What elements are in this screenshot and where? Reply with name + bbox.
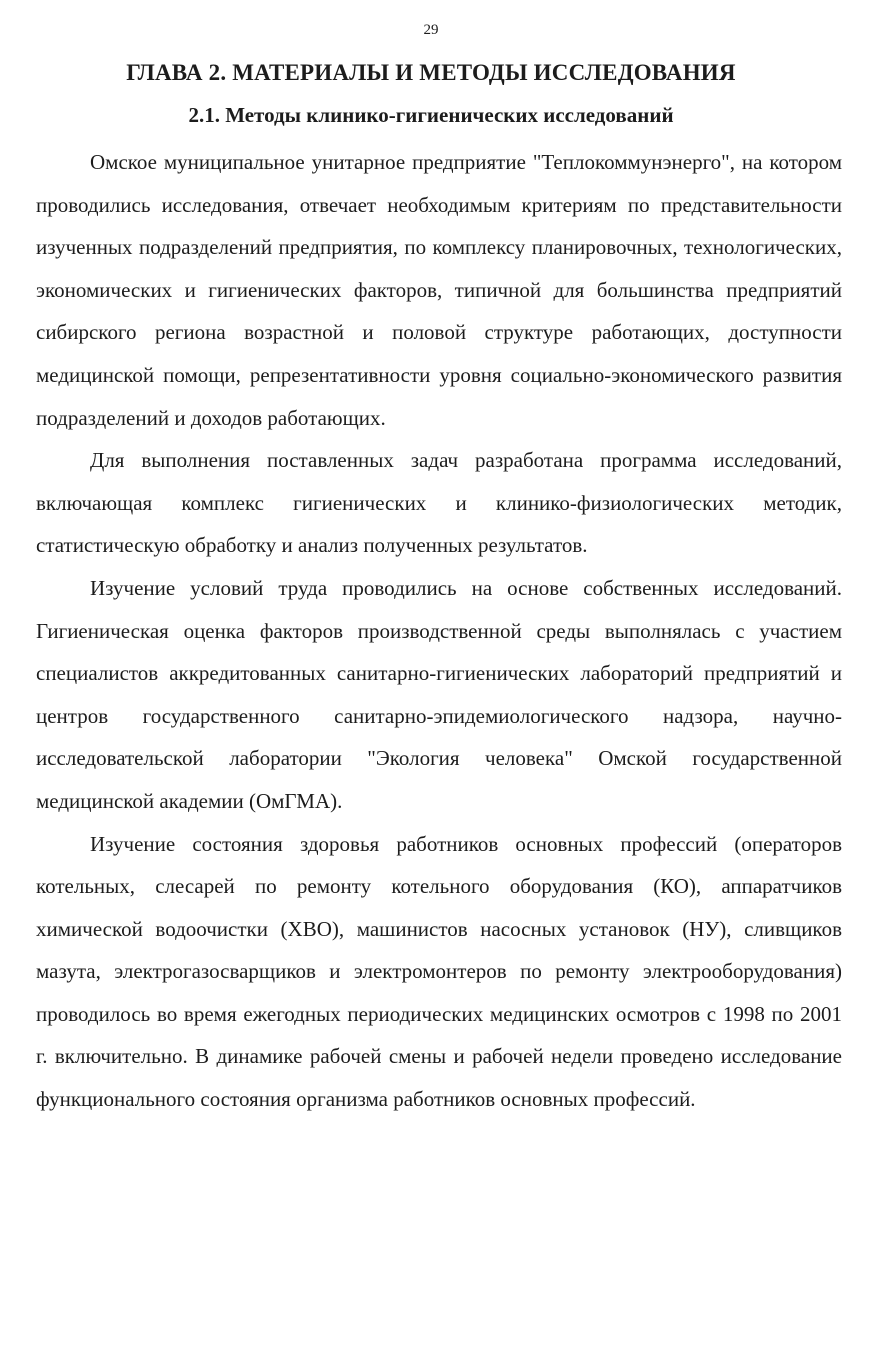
section-title: 2.1. Методы клинико-гигиенических исследований [188,103,674,127]
paragraph-working-conditions: Изучение условий труда проводились на основе собственных исследований. Гигиеническая оценка факторов производственной среды выполнялась с участием специалистов аккредитованных санитарно-гигиенических лабораторий предприятий и центров государственного санитарно-эпидемиологического надзора, научно-исследовательской лаборатории "Экология человека" Омской государственной медицинской академии (ОмГМА). [36,575,842,813]
paragraph-organization: Омское муниципальное унитарное предприятие "Теплокоммунэнерго", на котором проводились исследования, отвечает необходимым критериям по представительности изученных подразделений предприятия, по комплексу планировочных, технологических, экономических и гигиенических факторов, типичной для большинства предприятий сибирского региона возрастной и половой структуре работающих, доступности медицинской помощи, репрезентативности уровня социально-экономического развития подразделений и доходов работающих. [36,150,842,430]
page-number: 29 [423,22,439,38]
paragraph-health-study: Изучение состояния здоровья работников основных профессий (операторов котельных, слесарей по ремонту котельного оборудования (КО), аппаратчиков химической водоочистки (ХВО), машинистов насосных установок (НУ), сливщиков мазута, электрогазосварщиков и электромонтеров по ремонту электрооборудования) проводилось во время ежегодных периодических медицинских осмотров с 1998 по 2001 г. включительно. В динамике рабочей смены и рабочей недели проведено исследование функционального состояния организма работников основных профессий. [36,831,842,1112]
chapter-title: ГЛАВА 2. МАТЕРИАЛЫ И МЕТОДЫ ИССЛЕДОВАНИЯ [126,60,736,85]
paragraph-research-program: Для выполнения поставленных задач разработана программа исследований, включающая комплекс гигиенических и клинико-физиологических методик, статистическую обработку и анализ полученных результатов. [36,448,842,558]
body-text [36,141,842,1121]
